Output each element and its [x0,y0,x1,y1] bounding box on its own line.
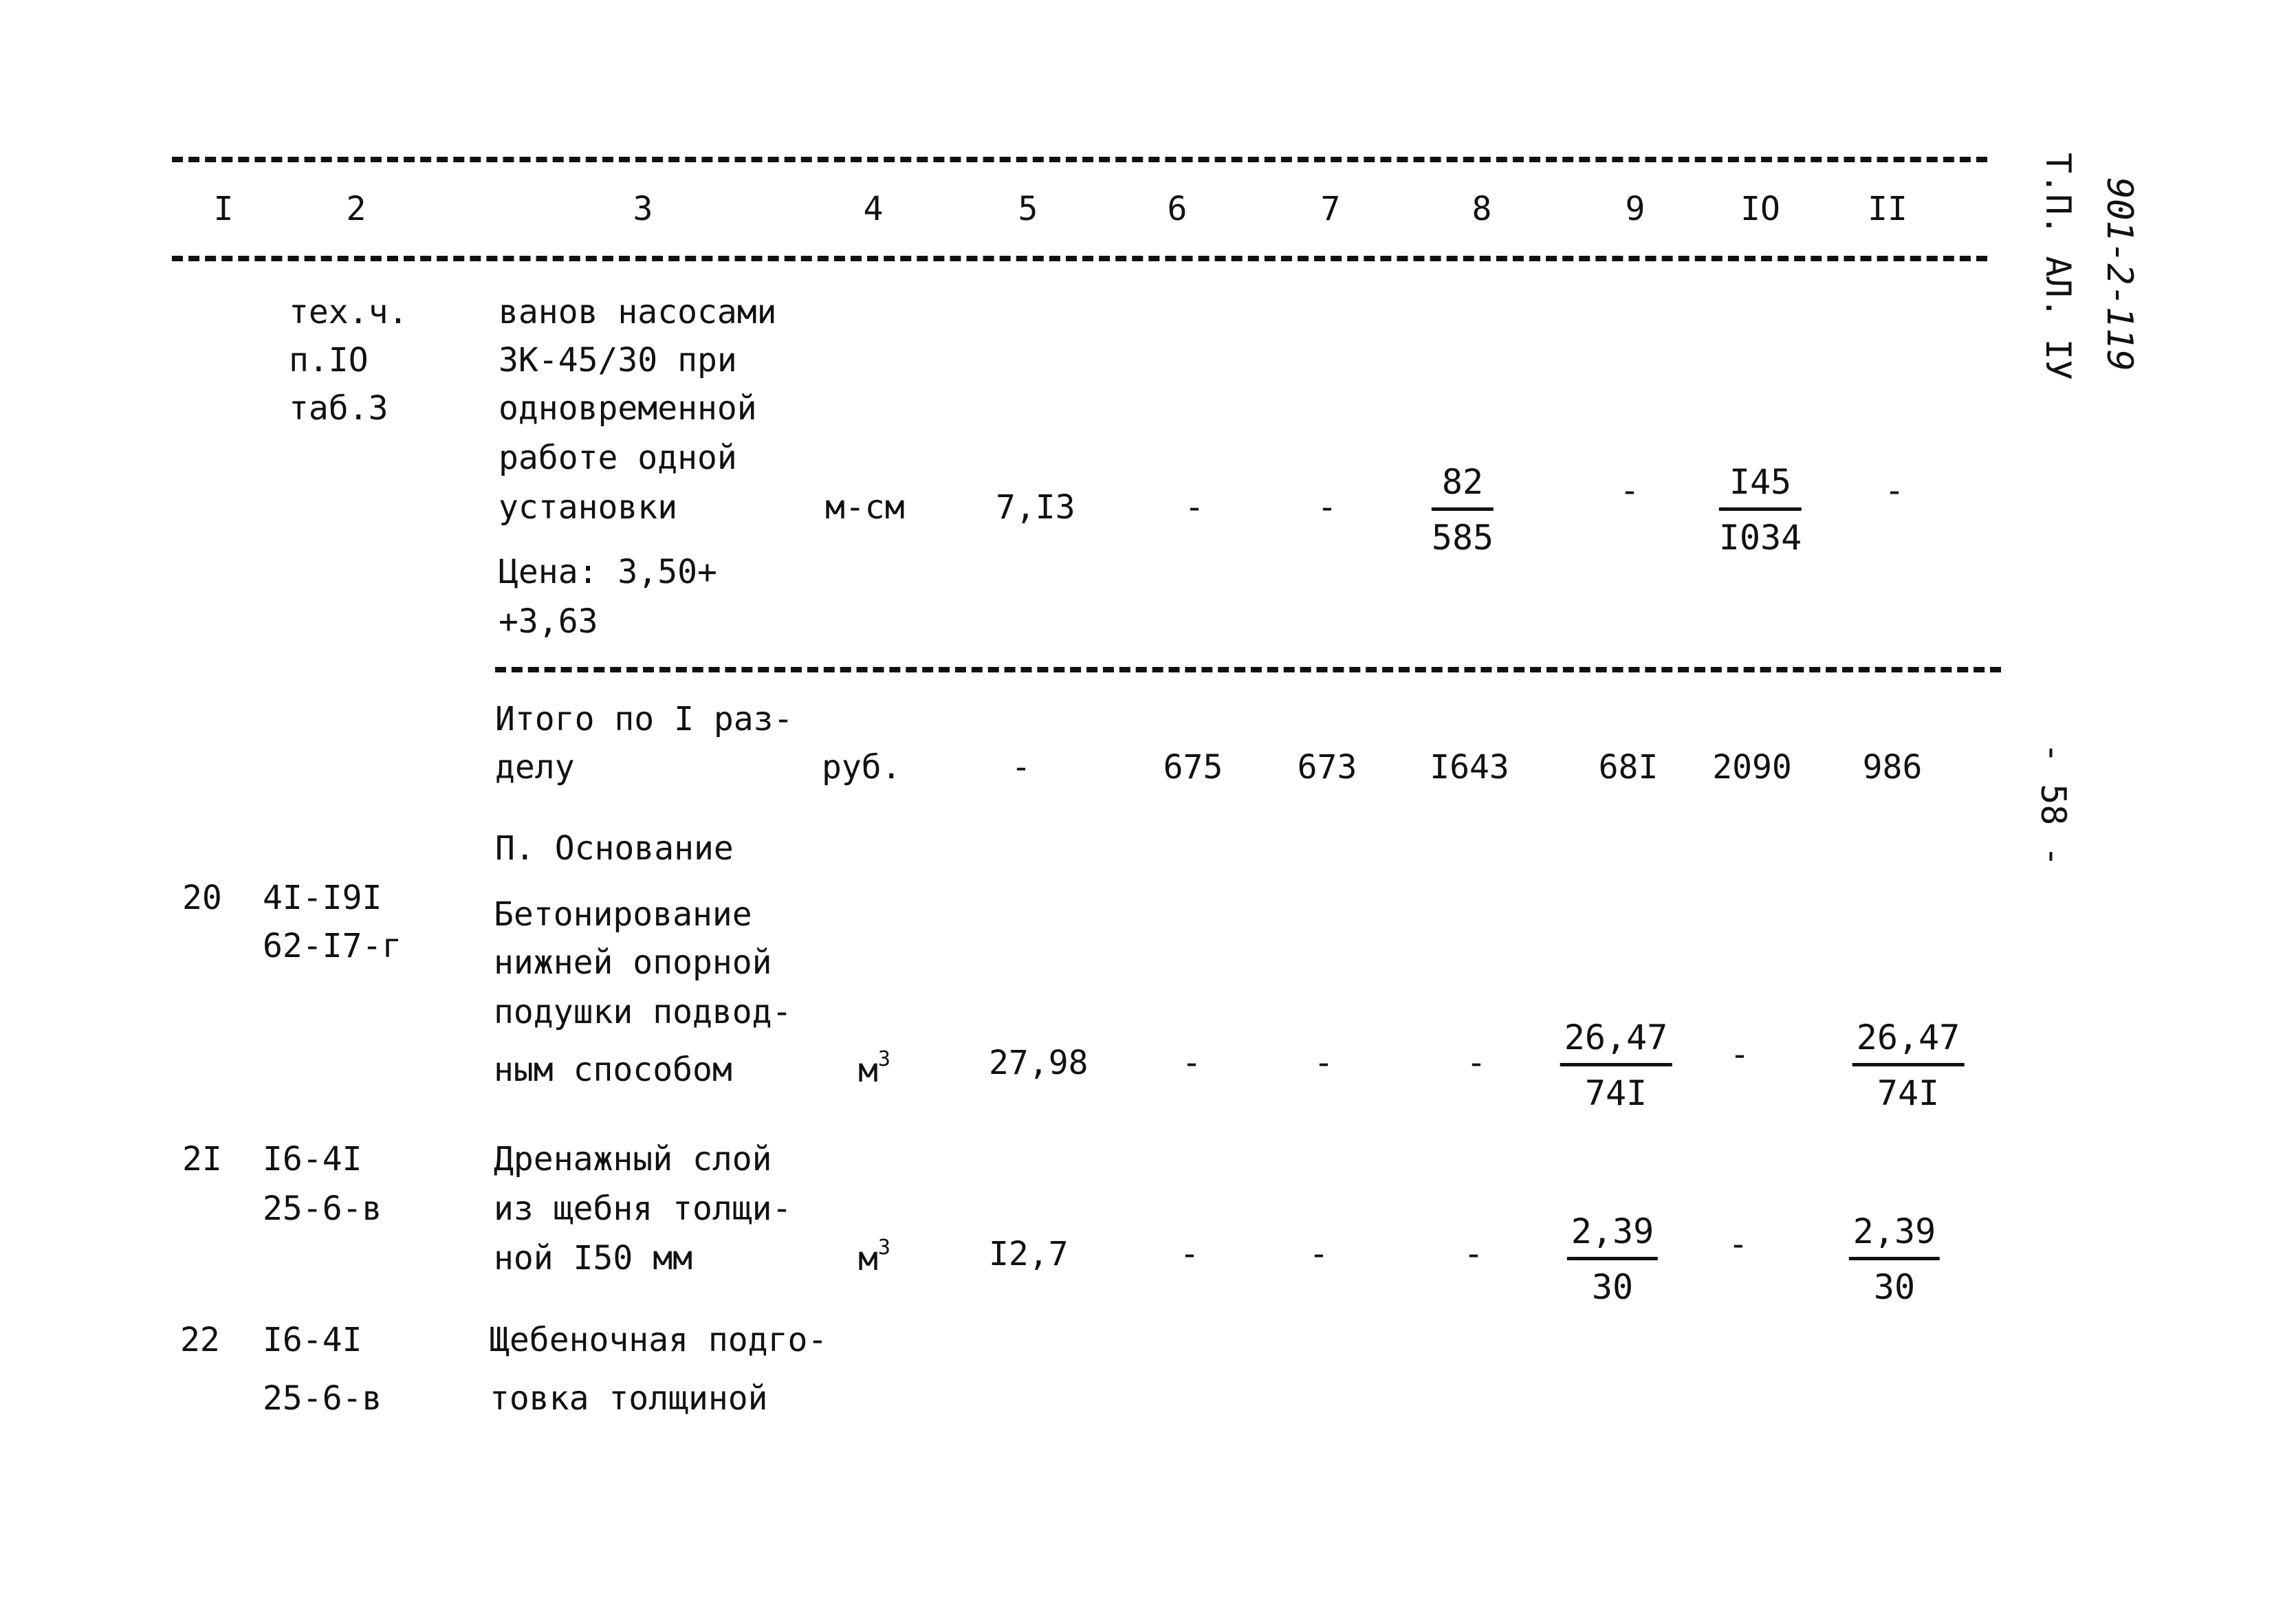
row21-col11-denominator: 30 [1873,1267,1916,1307]
total-col9: 68I [1598,748,1659,787]
row20-col8: - [1466,1044,1487,1082]
block1-col7: - [1317,488,1337,527]
block1-ref-line-3: таб.3 [289,389,389,428]
header-bottom-rule [172,256,1987,261]
row21-col9-fraction [1567,1211,1658,1307]
row20-desc-line-4: ным способом [494,1051,732,1089]
block1-col10-denominator: I034 [1718,518,1802,558]
page-number: - 58 - [2033,743,2073,867]
block1-price-line-2: +3,63 [499,602,598,641]
block1-price-line-1: Цена: 3,50+ [499,553,717,591]
row20-col11-fraction [1852,1018,1965,1113]
row21-number: 2I [182,1140,222,1178]
row21-quantity: I2,7 [989,1235,1069,1273]
total-col6: 675 [1163,748,1223,787]
row21-col6: - [1179,1235,1200,1273]
subtotal-rule [495,667,2001,672]
header-col-10: IO [1740,190,1780,228]
row20-col9-fraction [1560,1018,1672,1113]
row21-col9-denominator: 30 [1591,1267,1634,1307]
block1-desc-line-2: ЗК-45/30 при [499,341,737,380]
block1-col11: - [1884,472,1905,510]
row22-number: 22 [180,1321,220,1359]
row21-code-line-2: 25-6-в [263,1189,382,1228]
row21-col7: - [1309,1235,1329,1273]
row20-unit-exponent: 3 [877,1047,890,1071]
row20-col9-numerator: 26,47 [1560,1018,1672,1066]
section-heading: П. Основание [495,829,734,868]
row21-col8: - [1463,1235,1484,1273]
header-col-1: I [213,190,234,228]
row20-number: 20 [182,879,222,917]
row21-unit [858,1236,890,1278]
row21-desc-line-3: ной I50 мм [494,1239,692,1277]
block1-col6: - [1184,488,1205,527]
row20-desc-line-2: нижней опорной [494,943,772,982]
row20-col11-numerator: 26,47 [1852,1018,1965,1066]
header-col-4: 4 [863,190,884,228]
row21-desc-line-2: из щебня толщи- [494,1189,792,1228]
row21-col9-numerator: 2,39 [1567,1211,1658,1260]
total-col8: I643 [1430,748,1509,787]
header-col-3: 3 [633,190,653,228]
header-top-rule [172,157,1987,162]
header-col-2: 2 [346,190,367,228]
header-col-8: 8 [1472,190,1492,228]
row22-desc-line-2: товка толщиной [490,1379,768,1418]
row21-unit-exponent: 3 [877,1236,890,1260]
block1-col10-numerator: I45 [1719,462,1802,511]
block1-ref-line-1: тех.ч. [289,293,408,331]
header-col-7: 7 [1320,190,1341,228]
row20-col7: - [1313,1044,1334,1082]
block1-unit: м-см [825,488,905,527]
row21-col11-numerator: 2,39 [1849,1211,1940,1260]
total-col5: - [1011,748,1031,787]
block1-col8-denominator: 585 [1431,518,1494,558]
total-col7: 673 [1297,748,1357,787]
header-col-11: II [1868,190,1907,228]
block1-col8-numerator: 82 [1432,462,1494,511]
total-col11: 986 [1862,748,1923,787]
block1-col9: - [1619,472,1640,510]
block1-desc-line-1: ванов насосами [499,293,777,331]
total-label-line-1: Итого по I раз- [495,700,794,738]
row20-desc-line-3: подушки подвод- [494,993,792,1031]
doc-code: Т.П. АЛ. IУ [2038,153,2078,381]
total-label-line-2: делу [495,748,575,787]
row20-unit-base: м [858,1051,878,1090]
block1-col8-fraction [1432,462,1494,558]
row22-desc-line-1: Щебеночная подго- [490,1321,828,1359]
handwritten-code: 901-2-119 [2099,177,2140,371]
block1-desc-line-4: работе одной [499,439,737,477]
header-col-6: 6 [1167,190,1188,228]
row21-col11-fraction [1849,1211,1940,1307]
block1-col10-fraction [1719,462,1802,558]
row21-unit-base: м [858,1240,878,1278]
row20-col6: - [1181,1044,1202,1082]
row20-code-line-1: 4I-I9I [263,879,382,917]
row20-col10: - [1729,1035,1750,1074]
block1-desc-line-5: установки [499,488,678,527]
row20-col11-denominator: 74I [1877,1073,1940,1113]
row20-unit [858,1047,890,1090]
row20-desc-line-1: Бетонирование [494,895,752,934]
row22-code-line-2: 25-6-в [263,1379,382,1418]
row21-desc-line-1: Дренажный слой [494,1140,772,1178]
row22-code-line-1: I6-4I [263,1321,362,1359]
row20-quantity: 27,98 [989,1044,1089,1082]
block1-ref-line-2: п.IO [289,341,369,380]
total-unit: руб. [822,748,901,787]
row21-code-line-1: I6-4I [263,1140,362,1178]
header-col-5: 5 [1018,190,1038,228]
total-col10: 2090 [1712,748,1792,787]
row21-col10: - [1728,1225,1749,1264]
row20-col9-denominator: 74I [1584,1073,1648,1113]
block1-quantity: 7,I3 [996,488,1075,527]
block1-desc-line-3: одновременной [499,389,757,428]
header-col-9: 9 [1625,190,1646,228]
row20-code-line-2: 62-I7-г [263,927,402,965]
